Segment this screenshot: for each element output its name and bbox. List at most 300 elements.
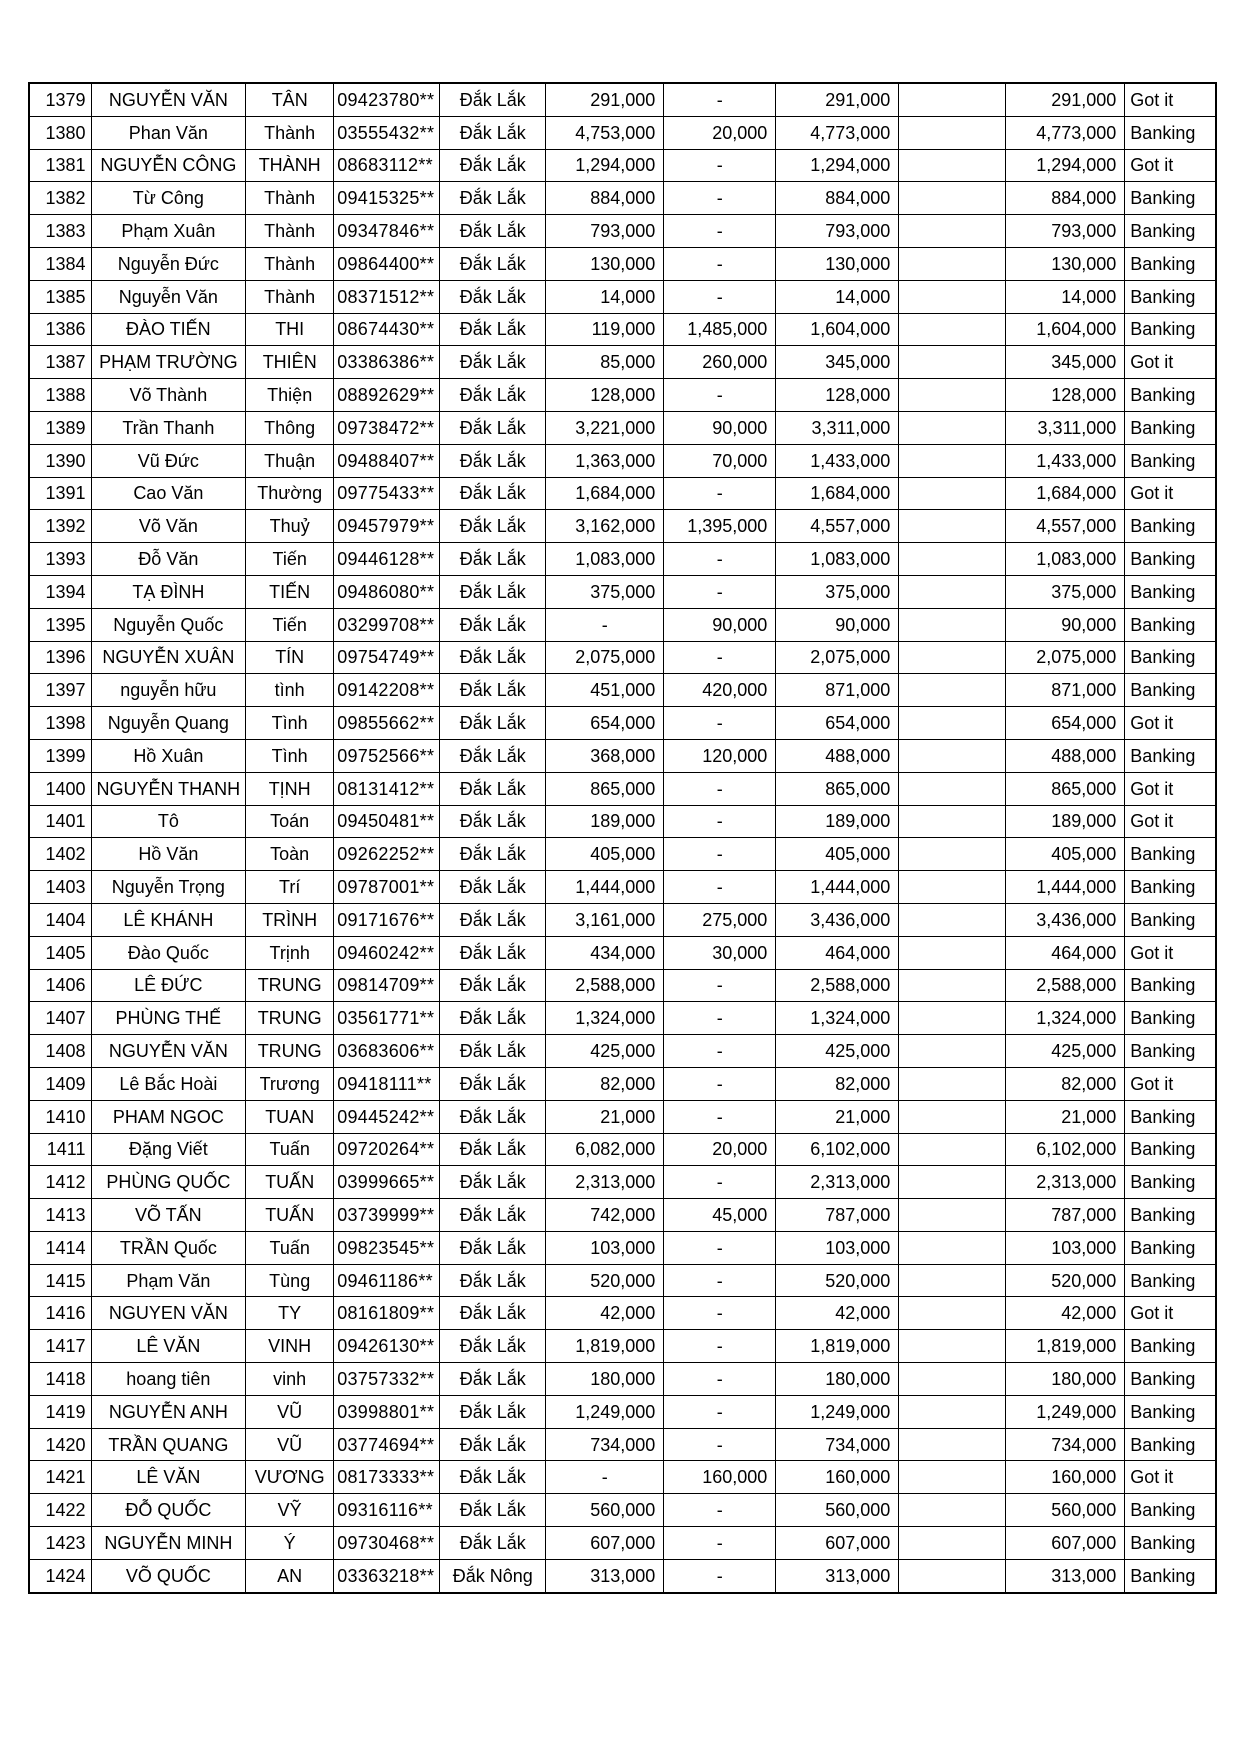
last-middle-name: Lê Bắc Hoài [91,1067,246,1100]
paid-amount: 520,000 [1006,1264,1125,1297]
empty-cell [899,182,1006,215]
total-amount: 4,773,000 [776,116,899,149]
row-number: 1424 [29,1559,91,1592]
amount-1: - [546,1461,664,1494]
paid-amount: 405,000 [1006,838,1125,871]
row-number: 1421 [29,1461,91,1494]
payment-method: Banking [1125,1395,1216,1428]
total-amount: 1,684,000 [776,477,899,510]
row-number: 1394 [29,575,91,608]
total-amount: 345,000 [776,346,899,379]
amount-1: 85,000 [546,346,664,379]
payment-method: Got it [1125,1461,1216,1494]
payment-method: Banking [1125,510,1216,543]
amount-2: - [664,1067,776,1100]
table-row [29,543,1216,576]
province: Đắk Nông [440,1559,546,1592]
amount-1: 368,000 [546,739,664,772]
last-middle-name: LÊ VĂN [91,1461,246,1494]
phone-number: 03555432** [334,116,440,149]
row-number: 1397 [29,674,91,707]
empty-cell [899,1100,1006,1133]
empty-cell [899,871,1006,904]
empty-cell [899,444,1006,477]
last-middle-name: Nguyễn Văn [91,280,246,313]
amount-2: - [664,1330,776,1363]
amount-1: 865,000 [546,772,664,805]
payment-method: Got it [1125,936,1216,969]
paid-amount: 313,000 [1006,1559,1125,1592]
empty-cell [899,215,1006,248]
phone-number: 09142208** [334,674,440,707]
total-amount: 787,000 [776,1199,899,1232]
row-number: 1410 [29,1100,91,1133]
phone-number: 09316116** [334,1494,440,1527]
first-name: THÀNH [246,149,334,182]
payment-method: Banking [1125,1559,1216,1592]
last-middle-name: TẠ ĐÌNH [91,575,246,608]
phone-number: 03363218** [334,1559,440,1592]
table-body [29,83,1216,1593]
row-number: 1400 [29,772,91,805]
province: Đắk Lắk [440,969,546,1002]
total-amount: 313,000 [776,1559,899,1592]
phone-number: 09262252** [334,838,440,871]
paid-amount: 1,444,000 [1006,871,1125,904]
paid-amount: 21,000 [1006,1100,1125,1133]
province: Đắk Lắk [440,1461,546,1494]
paid-amount: 42,000 [1006,1297,1125,1330]
amount-1: 3,161,000 [546,903,664,936]
province: Đắk Lắk [440,641,546,674]
amount-2: - [664,1363,776,1396]
province: Đắk Lắk [440,83,546,116]
last-middle-name: Từ Công [91,182,246,215]
phone-number: 03757332** [334,1363,440,1396]
total-amount: 865,000 [776,772,899,805]
empty-cell [899,936,1006,969]
payment-method: Banking [1125,1527,1216,1560]
paid-amount: 1,324,000 [1006,1002,1125,1035]
empty-cell [899,510,1006,543]
first-name: Tình [246,707,334,740]
total-amount: 90,000 [776,608,899,641]
phone-number: 09446128** [334,543,440,576]
empty-cell [899,674,1006,707]
empty-cell [899,608,1006,641]
first-name: VŨ [246,1395,334,1428]
last-middle-name: Nguyễn Quang [91,707,246,740]
total-amount: 520,000 [776,1264,899,1297]
total-amount: 2,075,000 [776,641,899,674]
amount-2: 1,395,000 [664,510,776,543]
phone-number: 03998801** [334,1395,440,1428]
payment-table [28,82,1217,1594]
province: Đắk Lắk [440,903,546,936]
table-row [29,969,1216,1002]
paid-amount: 1,819,000 [1006,1330,1125,1363]
table-row [29,379,1216,412]
row-number: 1406 [29,969,91,1002]
last-middle-name: nguyễn hữu [91,674,246,707]
province: Đắk Lắk [440,1297,546,1330]
empty-cell [899,1199,1006,1232]
row-number: 1417 [29,1330,91,1363]
first-name: VỸ [246,1494,334,1527]
total-amount: 1,444,000 [776,871,899,904]
last-middle-name: Đào Quốc [91,936,246,969]
amount-2: - [664,215,776,248]
payment-method: Banking [1125,575,1216,608]
table-row [29,510,1216,543]
paid-amount: 2,075,000 [1006,641,1125,674]
paid-amount: 130,000 [1006,247,1125,280]
first-name: VƯƠNG [246,1461,334,1494]
empty-cell [899,1002,1006,1035]
province: Đắk Lắk [440,1067,546,1100]
payment-method: Banking [1125,1494,1216,1527]
amount-1: 654,000 [546,707,664,740]
phone-number: 08674430** [334,313,440,346]
table-row [29,838,1216,871]
phone-number: 09823545** [334,1231,440,1264]
table-row [29,116,1216,149]
province: Đắk Lắk [440,543,546,576]
province: Đắk Lắk [440,116,546,149]
row-number: 1404 [29,903,91,936]
empty-cell [899,1297,1006,1330]
phone-number: 09171676** [334,903,440,936]
empty-cell [899,411,1006,444]
paid-amount: 1,249,000 [1006,1395,1125,1428]
amount-1: 180,000 [546,1363,664,1396]
first-name: TUẤN [246,1199,334,1232]
payment-method: Banking [1125,871,1216,904]
province: Đắk Lắk [440,739,546,772]
paid-amount: 160,000 [1006,1461,1125,1494]
phone-number: 08892629** [334,379,440,412]
total-amount: 405,000 [776,838,899,871]
paid-amount: 103,000 [1006,1231,1125,1264]
province: Đắk Lắk [440,379,546,412]
payment-method: Banking [1125,116,1216,149]
paid-amount: 464,000 [1006,936,1125,969]
amount-2: - [664,149,776,182]
first-name: AN [246,1559,334,1592]
amount-1: 434,000 [546,936,664,969]
first-name: TRUNG [246,1002,334,1035]
last-middle-name: LÊ VĂN [91,1330,246,1363]
total-amount: 425,000 [776,1035,899,1068]
payment-method: Banking [1125,739,1216,772]
province: Đắk Lắk [440,772,546,805]
row-number: 1413 [29,1199,91,1232]
table-row [29,772,1216,805]
province: Đắk Lắk [440,1395,546,1428]
amount-1: 42,000 [546,1297,664,1330]
row-number: 1396 [29,641,91,674]
first-name: Trí [246,871,334,904]
phone-number: 09423780** [334,83,440,116]
amount-1: 3,162,000 [546,510,664,543]
amount-2: 420,000 [664,674,776,707]
first-name: TÂN [246,83,334,116]
first-name: Trịnh [246,936,334,969]
amount-2: 70,000 [664,444,776,477]
amount-1: 189,000 [546,805,664,838]
province: Đắk Lắk [440,510,546,543]
amount-1: 742,000 [546,1199,664,1232]
province: Đắk Lắk [440,1330,546,1363]
total-amount: 871,000 [776,674,899,707]
table-row [29,1002,1216,1035]
total-amount: 734,000 [776,1428,899,1461]
paid-amount: 90,000 [1006,608,1125,641]
empty-cell [899,1461,1006,1494]
paid-amount: 2,313,000 [1006,1166,1125,1199]
table-row [29,707,1216,740]
province: Đắk Lắk [440,1035,546,1068]
amount-1: 884,000 [546,182,664,215]
province: Đắk Lắk [440,1494,546,1527]
phone-number: 09754749** [334,641,440,674]
row-number: 1389 [29,411,91,444]
table-row [29,1559,1216,1592]
amount-2: - [664,1231,776,1264]
first-name: TY [246,1297,334,1330]
paid-amount: 3,436,000 [1006,903,1125,936]
total-amount: 1,433,000 [776,444,899,477]
paid-amount: 14,000 [1006,280,1125,313]
payment-method: Got it [1125,805,1216,838]
amount-2: - [664,1559,776,1592]
phone-number: 08161809** [334,1297,440,1330]
amount-1: 14,000 [546,280,664,313]
payment-method: Banking [1125,1330,1216,1363]
empty-cell [899,1363,1006,1396]
province: Đắk Lắk [440,805,546,838]
paid-amount: 1,604,000 [1006,313,1125,346]
paid-amount: 180,000 [1006,1363,1125,1396]
paid-amount: 1,684,000 [1006,477,1125,510]
first-name: Tình [246,739,334,772]
payment-method: Got it [1125,1067,1216,1100]
payment-method: Banking [1125,1166,1216,1199]
row-number: 1415 [29,1264,91,1297]
amount-2: - [664,280,776,313]
province: Đắk Lắk [440,411,546,444]
amount-2: - [664,1264,776,1297]
total-amount: 607,000 [776,1527,899,1560]
last-middle-name: VÕ QUỐC [91,1559,246,1592]
phone-number: 08683112** [334,149,440,182]
row-number: 1380 [29,116,91,149]
last-middle-name: Nguyễn Trọng [91,871,246,904]
province: Đắk Lắk [440,1002,546,1035]
total-amount: 654,000 [776,707,899,740]
phone-number: 09445242** [334,1100,440,1133]
empty-cell [899,1494,1006,1527]
row-number: 1386 [29,313,91,346]
row-number: 1408 [29,1035,91,1068]
paid-amount: 375,000 [1006,575,1125,608]
row-number: 1387 [29,346,91,379]
payment-method: Banking [1125,641,1216,674]
amount-2: - [664,379,776,412]
phone-number: 09738472** [334,411,440,444]
amount-2: 260,000 [664,346,776,379]
amount-2: - [664,1395,776,1428]
amount-2: - [664,1527,776,1560]
row-number: 1401 [29,805,91,838]
paid-amount: 128,000 [1006,379,1125,412]
total-amount: 6,102,000 [776,1133,899,1166]
phone-number: 09864400** [334,247,440,280]
amount-2: - [664,477,776,510]
amount-2: - [664,805,776,838]
table-row [29,1330,1216,1363]
payment-method: Banking [1125,411,1216,444]
first-name: tình [246,674,334,707]
province: Đắk Lắk [440,1133,546,1166]
row-number: 1395 [29,608,91,641]
paid-amount: 871,000 [1006,674,1125,707]
row-number: 1402 [29,838,91,871]
first-name: vinh [246,1363,334,1396]
last-middle-name: NGUYỄN VĂN [91,83,246,116]
empty-cell [899,1428,1006,1461]
row-number: 1392 [29,510,91,543]
table-row [29,1199,1216,1232]
paid-amount: 345,000 [1006,346,1125,379]
first-name: Toán [246,805,334,838]
table-row [29,444,1216,477]
empty-cell [899,379,1006,412]
last-middle-name: LÊ ĐỨC [91,969,246,1002]
phone-number: 09787001** [334,871,440,904]
phone-number: 09461186** [334,1264,440,1297]
row-number: 1390 [29,444,91,477]
amount-1: 1,324,000 [546,1002,664,1035]
empty-cell [899,280,1006,313]
first-name: Tuấn [246,1133,334,1166]
payment-method: Banking [1125,608,1216,641]
province: Đắk Lắk [440,936,546,969]
payment-method: Banking [1125,444,1216,477]
table-row [29,936,1216,969]
row-number: 1407 [29,1002,91,1035]
row-number: 1412 [29,1166,91,1199]
total-amount: 103,000 [776,1231,899,1264]
province: Đắk Lắk [440,575,546,608]
payment-method: Banking [1125,1035,1216,1068]
row-number: 1391 [29,477,91,510]
phone-number: 03386386** [334,346,440,379]
amount-2: - [664,641,776,674]
table-row [29,805,1216,838]
amount-2: 90,000 [664,411,776,444]
province: Đắk Lắk [440,477,546,510]
first-name: Thiện [246,379,334,412]
total-amount: 1,083,000 [776,543,899,576]
amount-1: 128,000 [546,379,664,412]
empty-cell [899,805,1006,838]
last-middle-name: Phan Văn [91,116,246,149]
amount-2: 1,485,000 [664,313,776,346]
province: Đắk Lắk [440,215,546,248]
payment-method: Banking [1125,313,1216,346]
total-amount: 128,000 [776,379,899,412]
last-middle-name: NGUYỄN MINH [91,1527,246,1560]
paid-amount: 865,000 [1006,772,1125,805]
province: Đắk Lắk [440,707,546,740]
amount-1: 4,753,000 [546,116,664,149]
paid-amount: 3,311,000 [1006,411,1125,444]
last-middle-name: Võ Thành [91,379,246,412]
total-amount: 488,000 [776,739,899,772]
last-middle-name: Võ Văn [91,510,246,543]
total-amount: 180,000 [776,1363,899,1396]
table-row [29,1363,1216,1396]
empty-cell [899,707,1006,740]
amount-2: 45,000 [664,1199,776,1232]
phone-number: 09426130** [334,1330,440,1363]
amount-2: - [664,1166,776,1199]
amount-1: 82,000 [546,1067,664,1100]
first-name: TỊNH [246,772,334,805]
row-number: 1405 [29,936,91,969]
amount-1: 560,000 [546,1494,664,1527]
row-number: 1384 [29,247,91,280]
total-amount: 3,311,000 [776,411,899,444]
amount-2: - [664,1494,776,1527]
empty-cell [899,739,1006,772]
province: Đắk Lắk [440,280,546,313]
amount-1: 1,444,000 [546,871,664,904]
amount-2: - [664,772,776,805]
amount-2: 30,000 [664,936,776,969]
last-middle-name: PHÙNG QUỐC [91,1166,246,1199]
province: Đắk Lắk [440,247,546,280]
amount-1: 119,000 [546,313,664,346]
phone-number: 03739999** [334,1199,440,1232]
last-middle-name: Phạm Xuân [91,215,246,248]
amount-1: 607,000 [546,1527,664,1560]
paid-amount: 4,773,000 [1006,116,1125,149]
payment-method: Banking [1125,969,1216,1002]
payment-method: Banking [1125,215,1216,248]
last-middle-name: PHÙNG THẾ [91,1002,246,1035]
amount-1: 1,363,000 [546,444,664,477]
paid-amount: 787,000 [1006,1199,1125,1232]
table-row [29,313,1216,346]
payment-method: Banking [1125,1199,1216,1232]
amount-1: 375,000 [546,575,664,608]
payment-method: Got it [1125,346,1216,379]
amount-1: 2,313,000 [546,1166,664,1199]
province: Đắk Lắk [440,313,546,346]
empty-cell [899,641,1006,674]
amount-2: 120,000 [664,739,776,772]
phone-number: 09855662** [334,707,440,740]
table-row [29,1133,1216,1166]
first-name: TRUNG [246,969,334,1002]
table-row [29,149,1216,182]
last-middle-name: LÊ KHÁNH [91,903,246,936]
province: Đắk Lắk [440,1428,546,1461]
empty-cell [899,1330,1006,1363]
amount-1: 1,294,000 [546,149,664,182]
